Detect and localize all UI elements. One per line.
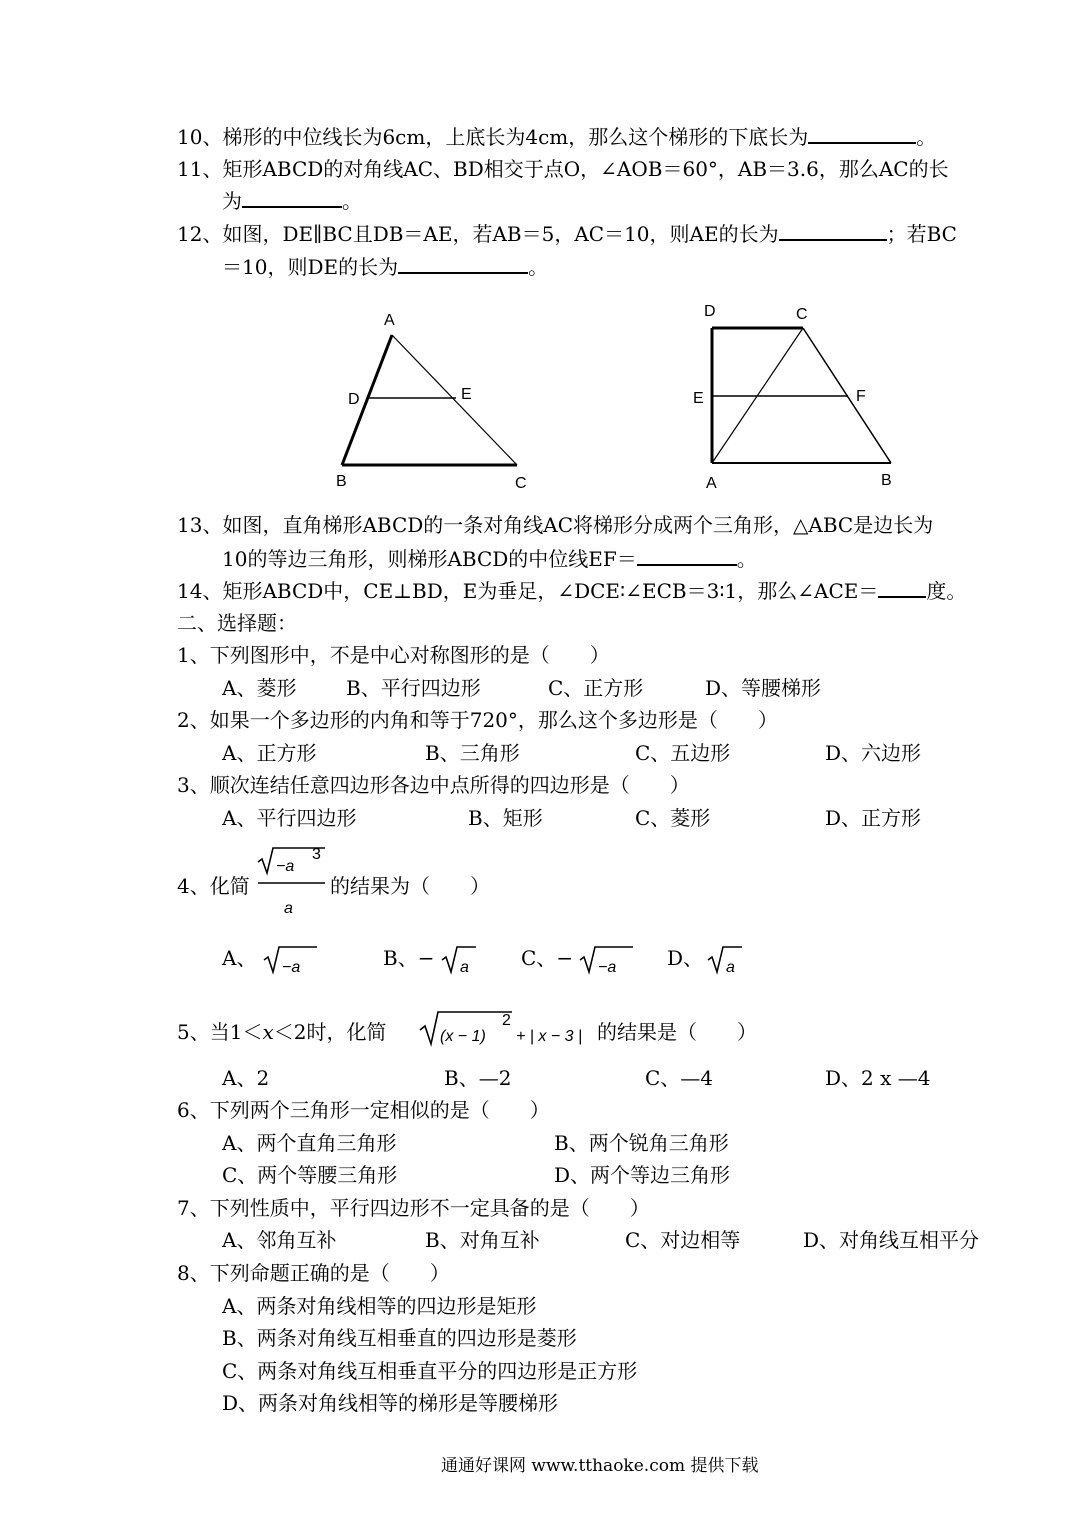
mc7-option-d[interactable]: D、对角线互相平分 — [803, 1228, 980, 1252]
label-e2: E — [693, 390, 704, 407]
label-d: D — [348, 391, 360, 408]
mc7-stem: 7、下列性质中，平行四边形不一定具备的是（ ） — [177, 1196, 650, 1220]
mc2-option-c[interactable]: C、五边形 — [635, 741, 731, 765]
svg-text:−a: −a — [598, 959, 617, 976]
mc5-option-c[interactable]: C、—4 — [645, 1066, 714, 1090]
mc4-stem-start: 4、化简 — [177, 874, 250, 898]
label-a: A — [384, 312, 395, 329]
mc1-option-b[interactable]: B、平行四边形 — [346, 676, 481, 700]
mc7-option-a[interactable]: A、邻角互补 — [222, 1228, 337, 1252]
mc1-option-a[interactable]: A、菱形 — [222, 676, 297, 700]
mc1-option-c[interactable]: C、正方形 — [548, 676, 644, 700]
q11-blank[interactable] — [242, 205, 342, 208]
label-d2: D — [704, 303, 716, 320]
mc7-option-b[interactable]: B、对角互补 — [425, 1228, 540, 1252]
label-e: E — [461, 386, 472, 403]
mc4-num-exp: 3 — [312, 846, 321, 863]
q10-blank[interactable] — [808, 141, 916, 144]
mc1-stem: 1、下列图形中，不是中心对称图形的是（ ） — [177, 643, 610, 667]
mc8-option-b[interactable]: B、两条对角线互相垂直的四边形是菱形 — [222, 1326, 577, 1350]
mc4-option-c[interactable]: C、− — [521, 946, 574, 970]
label-b2: B — [881, 472, 892, 489]
mc6-stem: 6、下列两个三角形一定相似的是（ ） — [177, 1098, 550, 1122]
mc5-stem-end: 的结果是（ ） — [597, 1020, 757, 1044]
mc6-option-b[interactable]: B、两个锐角三角形 — [554, 1131, 729, 1155]
mc4-option-b[interactable]: B、− — [383, 946, 435, 970]
mc5-abs: + | x − 3 | — [516, 1028, 583, 1045]
label-f2: F — [856, 388, 866, 405]
mc8-option-c[interactable]: C、两条对角线互相垂直平分的四边形是正方形 — [222, 1359, 638, 1383]
mc8-option-a[interactable]: A、两条对角线相等的四边形是矩形 — [222, 1294, 537, 1318]
svg-text:a: a — [460, 959, 469, 976]
svg-text:−a: −a — [282, 959, 301, 976]
q12-blank-1[interactable] — [779, 238, 887, 241]
mc2-option-b[interactable]: B、三角形 — [425, 741, 520, 765]
mc4-num-radicand: −a — [276, 858, 295, 875]
mc3-option-b[interactable]: B、矩形 — [468, 806, 543, 830]
mc3-option-a[interactable]: A、平行四边形 — [222, 806, 357, 830]
mc1-option-d[interactable]: D、等腰梯形 — [705, 676, 822, 700]
q10: 10、梯形的中位线长为6cm，上底长为4cm，那么这个梯形的下底长为 。 — [177, 125, 937, 149]
mc4-option-a[interactable]: A、 — [222, 946, 257, 970]
mc5-option-a[interactable]: A、2 — [222, 1066, 270, 1090]
page-footer: 通通好课网 www.tthaoke.com 提供下载 — [441, 1456, 759, 1476]
mc8-stem: 8、下列命题正确的是（ ） — [177, 1261, 450, 1285]
figure-triangle-abc — [320, 300, 550, 500]
mc4-fraction — [255, 846, 330, 918]
mc5-stem-start: 5、当1＜x＜2时，化简 — [177, 1020, 387, 1044]
mc6-option-d[interactable]: D、两个等边三角形 — [554, 1163, 731, 1187]
q12-line1: 12、如图，DE∥BC且DB＝AE，若AB＝5，AC＝10，则AE的长为 ；若BC — [177, 222, 957, 246]
mc5-radicand: (x − 1) — [440, 1028, 486, 1045]
mc4-stem-end: 的结果为（ ） — [330, 874, 490, 898]
mc4-option-d[interactable]: D、 — [667, 946, 704, 970]
label-b: B — [336, 473, 347, 490]
label-a2: A — [706, 475, 717, 492]
q13-blank[interactable] — [637, 563, 737, 566]
mc3-option-c[interactable]: C、菱形 — [635, 806, 711, 830]
q14: 14、矩形ABCD中，CE⊥BD，E为垂足，∠DCE∶∠ECB＝3∶1，那么∠ACE＝ 度。 — [177, 579, 967, 603]
mc7-option-c[interactable]: C、对边相等 — [625, 1228, 741, 1252]
mc4-option-b-radical — [440, 944, 480, 978]
figure-right-trapezoid — [685, 296, 915, 496]
mc3-option-d[interactable]: D、正方形 — [825, 806, 922, 830]
q13-line1: 13、如图，直角梯形ABCD的一条对角线AC将梯形分成两个三角形，△ABC是边长为 — [177, 513, 934, 537]
mc4-option-a-radical — [262, 944, 322, 978]
mc4-den: a — [284, 900, 293, 917]
mc5-exp: 2 — [502, 1012, 511, 1029]
label-c2: C — [796, 306, 808, 323]
q11-line2: 为 。 — [222, 189, 362, 213]
label-c: C — [515, 475, 527, 492]
q14-blank[interactable] — [878, 595, 926, 598]
mc8-option-d[interactable]: D、两条对角线相等的梯形是等腰梯形 — [222, 1391, 559, 1415]
svg-text:a: a — [726, 959, 735, 976]
mc2-option-d[interactable]: D、六边形 — [825, 741, 922, 765]
mc4-option-d-radical — [706, 944, 746, 978]
mc6-option-c[interactable]: C、两个等腰三角形 — [222, 1163, 398, 1187]
mc2-option-a[interactable]: A、正方形 — [222, 741, 317, 765]
q12-line2: ＝10，则DE的长为 。 — [222, 255, 549, 279]
mc4-option-c-radical — [578, 944, 638, 978]
mc6-option-a[interactable]: A、两个直角三角形 — [222, 1131, 397, 1155]
mc5-option-b[interactable]: B、—2 — [444, 1066, 512, 1090]
mc2-stem: 2、如果一个多边形的内角和等于720°，那么这个多边形是（ ） — [177, 708, 778, 732]
q11-line1: 11、矩形ABCD的对角线AC、BD相交于点O，∠AOB＝60°，AB＝3.6，那么AC的长 — [177, 157, 949, 181]
mc5-option-d[interactable]: D、2 x —4 — [825, 1066, 931, 1090]
mc3-stem: 3、顺次连结任意四边形各边中点所得的四边形是（ ） — [177, 773, 690, 797]
section-2-title: 二、选择题： — [177, 611, 297, 635]
q13-line2: 10的等边三角形，则梯形ABCD的中位线EF＝ 。 — [222, 547, 757, 571]
q12-blank-2[interactable] — [398, 271, 528, 274]
